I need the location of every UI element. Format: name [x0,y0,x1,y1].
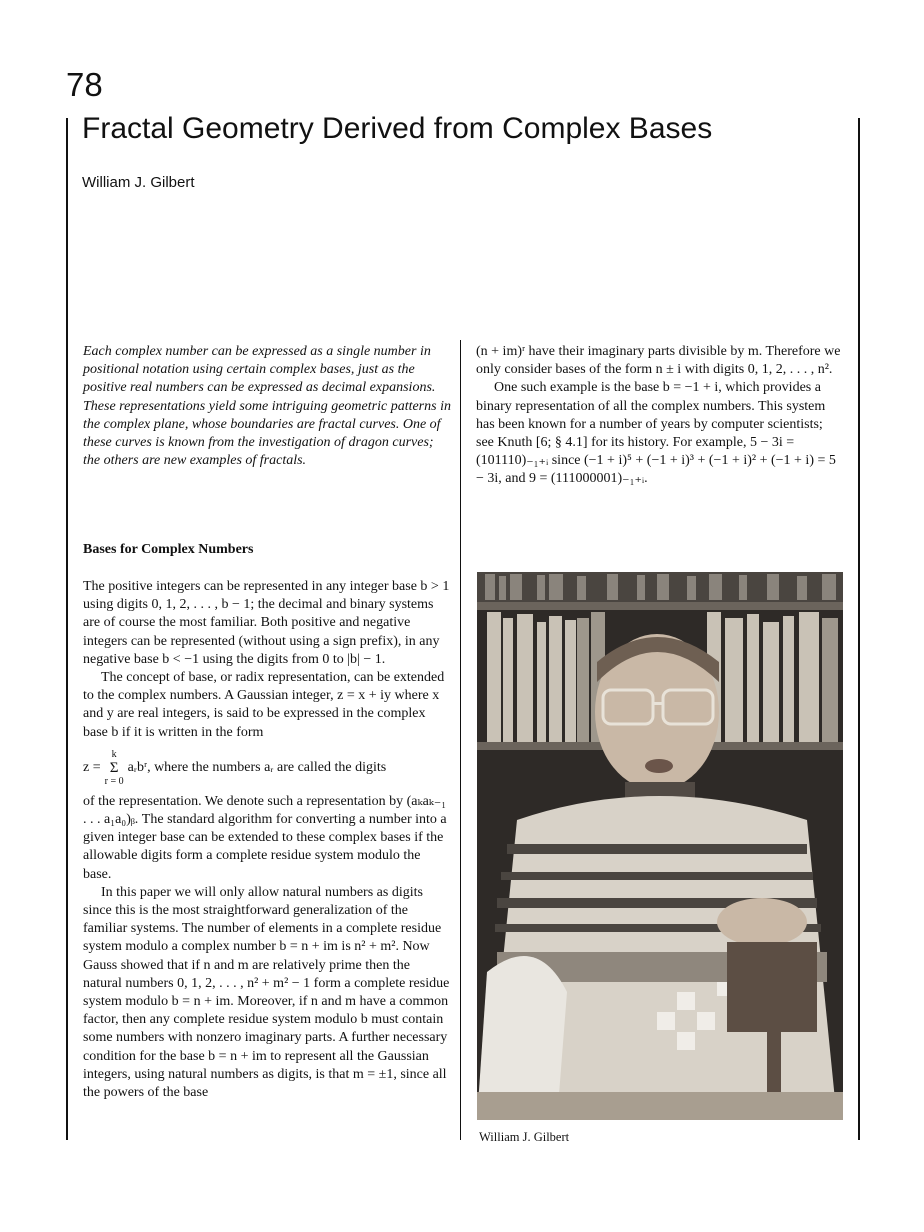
author-photo [477,572,843,1120]
abstract-text: Each complex number can be expressed as a single number in positional notation using certain complex bases, just as the positive real numbers can be expressed as decimal expansions. These representations yield some intriguing geometric patterns in the complex plane, whose boundaries are fractal curves. One of these curves is known from the investigation of dragon curves; the others are new examples of fractals. [83,344,451,469]
column-divider-rule [460,340,461,1140]
paragraph-integer-bases: The positive integers can be represented in any integer base b > 1 using digits 0, 1, 2, . . . , b − 1; the decimal and binary systems are of course the most familiar. Both positive and negative integers can be represented (without using a sign prefix), in any negative base b < −1 using the digits from 0 to |b| − 1. [83,579,450,667]
right-column-text [476,343,844,489]
left-margin-rule [66,118,68,1140]
photo-caption: William J. Gilbert [479,1130,570,1144]
right-margin-rule [858,118,860,1140]
paragraph-natural-digits: In this paper we will only allow natural numbers as digits since this is the most straightforward generalization of the familiar systems. The number of elements in a complete residue system modulo a complex number b = n + im is n² + m². Now Gauss showed that if n and m are relatively prime then the natural numbers 0, 1, 2, . . . , n² + m² − 1 form a complete residue system modulo b = n + im. Moreover, if n and m have a common factor, then any complete residue system modulo b must contain some numbers with nonzero imaginary parts. A further necessary condition for the base b = n + im to represent all the Gaussian integers, using natural numbers as digits, is that m = ±1, since all the powers of the base [83,884,450,1101]
summation-lower-limit: r = 0 [104,775,124,787]
author-photo-illustration [477,572,843,1120]
paragraph-complex-bases: The concept of base, or radix representation, can be extended to the complex numbers. A Gaussian integer, z = x + iy where x and y are real integers, is said to be expressed in the complex base b if it is written in the form [83,670,445,740]
chapter-number: 78 [66,66,103,103]
summation-formula [83,745,451,791]
paragraph-binary-example: One such example is the base b = −1 + i, which provides a binary representation of all the complex numbers. This system has been known for a number of years by computer scientists; see Knuth [6; § 4.1] for its history. For example, 5 − 3i = (101110)₋₁₊ᵢ since (−1 + i)⁵ + (−1 + i)³ + (−1 + i)² + (−1 + i) = 5 − 3i, and 9 = (111000001)₋₁₊ᵢ. [476,380,836,487]
left-column-text [83,578,451,1102]
paragraph-bases-form: (n + im)ʳ have their imaginary parts divisible by m. Therefore we only consider bases of the form n ± i with digits 0, 1, 2, . . . , n². [476,344,841,378]
formula-rhs: aᵣbʳ, where the numbers aᵣ are called the digits [127,759,387,775]
summation-operator [105,749,124,787]
formula-lhs: z = [83,759,101,775]
author-name: William J. Gilbert [82,174,195,191]
abstract [83,343,451,470]
section-heading: Bases for Complex Numbers [83,542,254,557]
paragraph-representation: of the representation. We denote such a representation by (aₖaₖ₋₁ . . . a₁a₀)ᵦ. The standard algorithm for converting a number into a given integer base can be extended to these complex bases if the allowable digits form a complete residue system modulo the base. [83,793,447,882]
summation-upper-limit: k [111,748,117,760]
page-title: Fractal Geometry Derived from Complex Bases [82,112,713,145]
sigma-symbol: Σ [109,759,119,776]
